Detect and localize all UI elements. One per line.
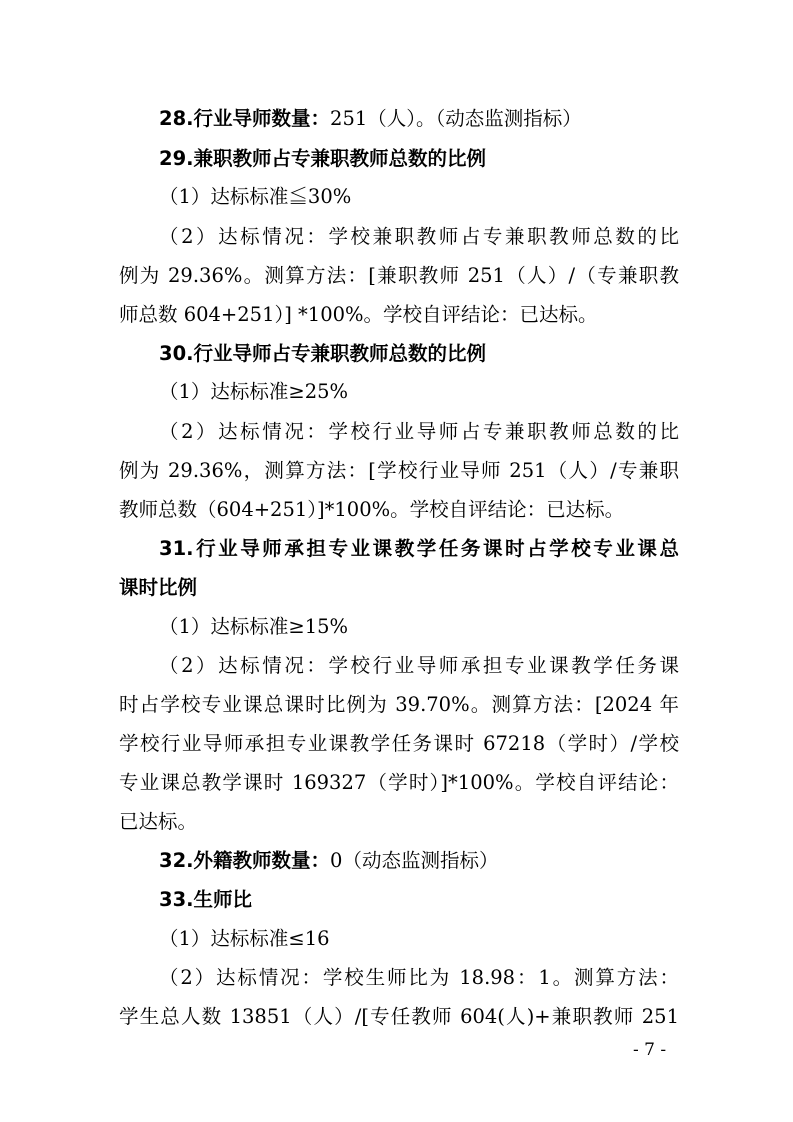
item-29-standard: （1）达标标准≦30% (159, 185, 352, 208)
item-29-status-line: 例为 29.36%。测算方法：[兼职教师 251（人）/（专兼职教 (119, 264, 679, 287)
item-29-heading: 29.兼职教师占专兼职教师总数的比例 (159, 147, 487, 170)
item-30-status-line: 教师总数（604+251）]*100%。学校自评结论：已达标。 (119, 498, 625, 521)
item-30-heading: 30.行业导师占专兼职教师总数的比例 (159, 342, 487, 365)
item-31-standard: （1）达标标准≥15% (159, 615, 349, 638)
item-29-status-line: （2）达标情况：学校兼职教师占专兼职教师总数的比 (159, 225, 679, 248)
item-30-standard: （1）达标标准≥25% (159, 380, 349, 403)
item-29-status-line: 师总数 604+251）] *100%。学校自评结论：已达标。 (119, 303, 598, 326)
item-31-status-line: 已达标。 (119, 810, 198, 833)
item-32-value: 0（动态监测指标） (330, 849, 499, 872)
item-31-status-line: 专业课总教学课时 169327（学时）]*100%。学校自评结论： (119, 771, 679, 794)
item-31-status-line: （2）达标情况：学校行业导师承担专业课教学任务课 (159, 654, 679, 677)
item-31-status-line: 时占学校专业课总课时比例为 39.70%。测算方法：[2024 年 (119, 693, 679, 716)
item-32-line (159, 847, 719, 875)
item-31-heading-cont: 课时比例 (119, 576, 198, 599)
item-31-heading: 31.行业导师承担专业课教学任务课时占学校专业课总 (159, 537, 679, 560)
item-28-line (159, 105, 719, 133)
item-28-value: 251（人）。（动态监测指标） (330, 107, 582, 130)
item-30-status-line: （2）达标情况：学校行业导师占专兼职教师总数的比 (159, 420, 679, 443)
item-32-heading: 32.外籍教师数量： (159, 849, 331, 872)
item-28-heading: 28.行业导师数量： (159, 107, 331, 130)
page-number: - 7 - (633, 1040, 667, 1060)
item-33-heading: 33.生师比 (159, 888, 253, 911)
item-31-status-line: 学校行业导师承担专业课教学任务课时 67218（学时）/学校 (119, 732, 679, 755)
item-33-status-line: 学生总人数 13851（人）/[专任教师 604(人)+兼职教师 251 (119, 1005, 679, 1028)
item-30-status-line: 例为 29.36%，测算方法：[学校行业导师 251（人）/专兼职 (119, 459, 679, 482)
item-33-status-line: （2）达标情况：学校生师比为 18.98：1。测算方法： (159, 966, 679, 989)
item-33-standard: （1）达标标准≤16 (159, 927, 330, 950)
